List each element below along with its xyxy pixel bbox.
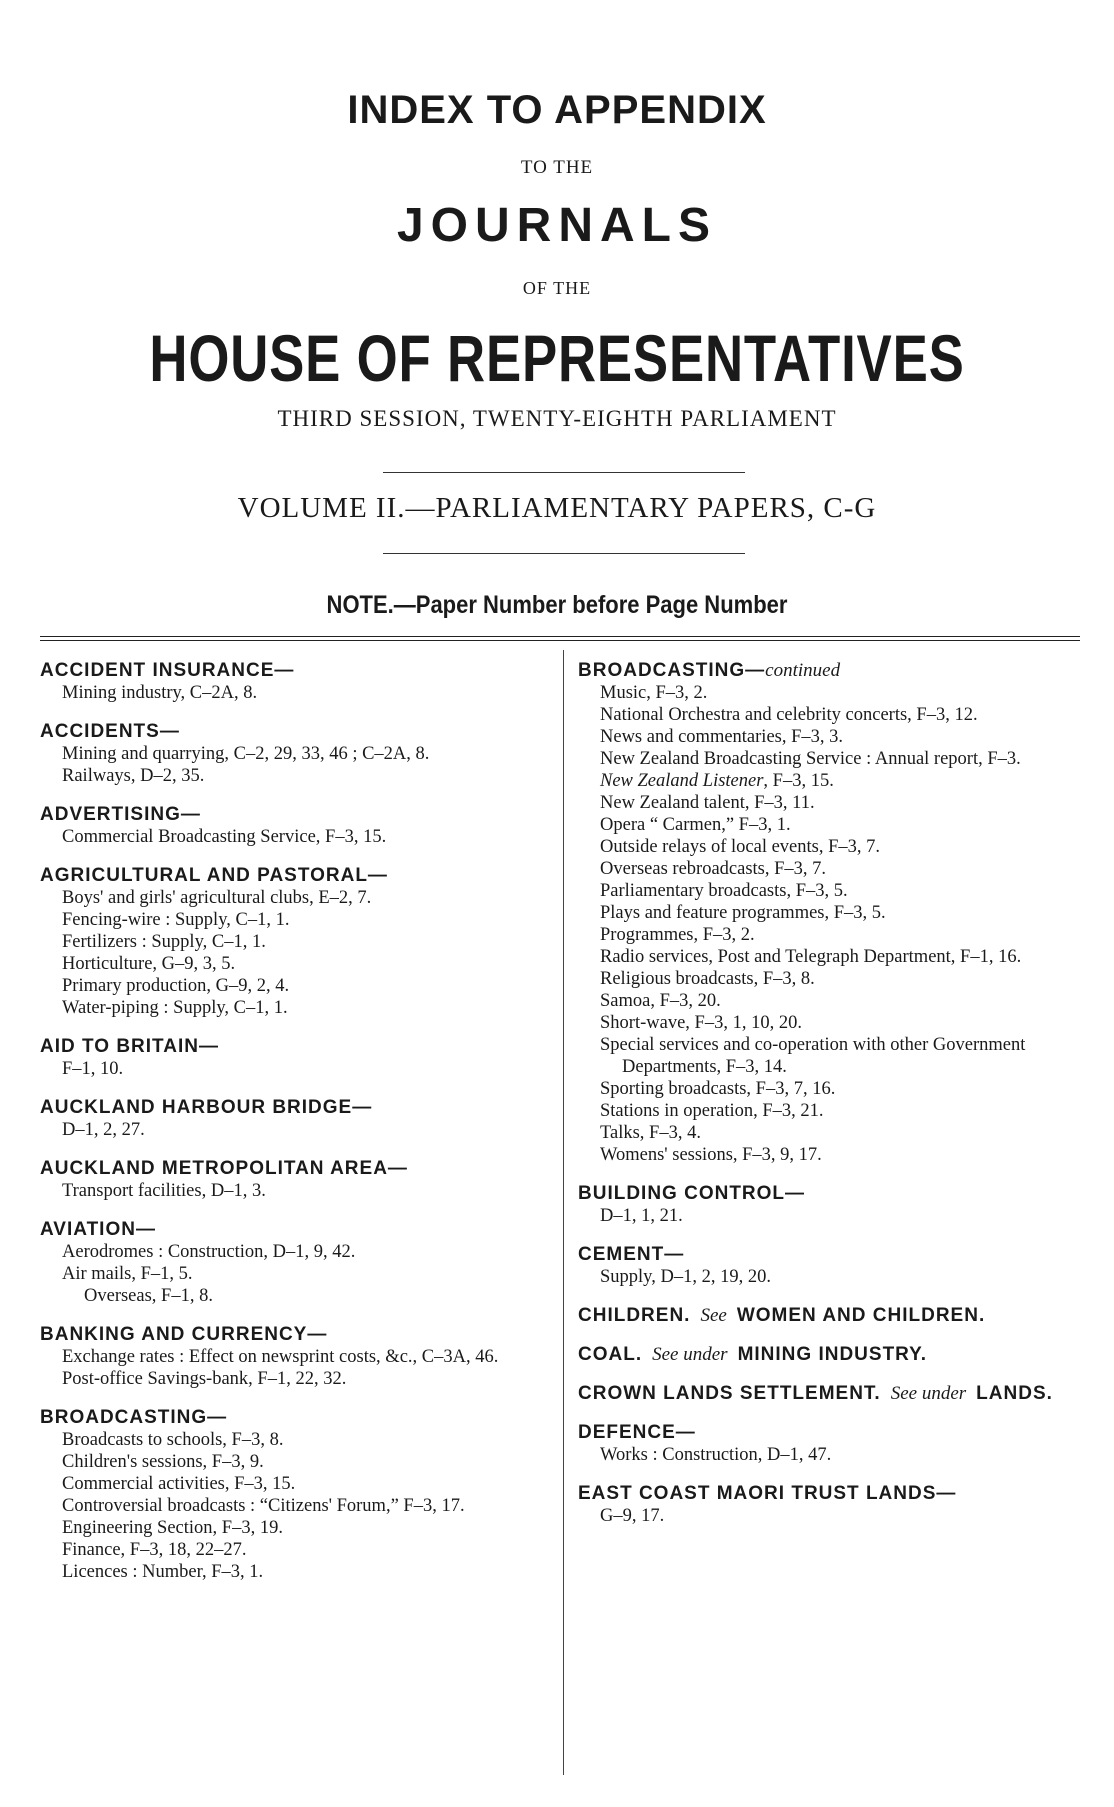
index-entry bbox=[40, 804, 550, 848]
sub-entry: Commercial activities, F–3, 15. bbox=[62, 1474, 296, 1494]
index-column-right bbox=[578, 660, 1083, 1544]
heading-term: AID TO BRITAIN— bbox=[40, 1036, 219, 1057]
sub-entry: National Orchestra and celebrity concerts, F–3, 12. bbox=[600, 705, 978, 725]
index-entry bbox=[578, 1383, 1083, 1405]
entry-heading bbox=[578, 660, 1083, 682]
heading-term: COAL. bbox=[578, 1344, 643, 1365]
heading-term: ACCIDENTS— bbox=[40, 721, 180, 742]
heading-term: DEFENCE— bbox=[578, 1422, 696, 1443]
sub-entry: Mining industry, C–2A, 8. bbox=[62, 683, 258, 703]
sub-entry: Controversial broadcasts : “Citizens' Forum,” F–3, 17. bbox=[62, 1496, 465, 1516]
heading-term: EAST COAST MAORI TRUST LANDS— bbox=[578, 1483, 957, 1504]
sub-entry-italic: New Zealand Listener bbox=[600, 771, 764, 791]
index-entry bbox=[578, 1483, 1083, 1527]
title-of-the: OF THE bbox=[522, 278, 592, 298]
sub-entry: Licences : Number, F–3, 1. bbox=[62, 1562, 264, 1582]
index-entry bbox=[578, 1344, 1083, 1366]
heading-term: ADVERTISING— bbox=[40, 804, 201, 825]
entry-heading bbox=[578, 1483, 1083, 1505]
sub-entry: Religious broadcasts, F–3, 8. bbox=[600, 969, 815, 989]
title-volume: VOLUME II.—PARLIAMENTARY PAPERS, C-G bbox=[237, 492, 877, 524]
heading-term: CHILDREN. bbox=[578, 1305, 691, 1326]
index-entry bbox=[40, 1158, 550, 1202]
divider-rule-lower bbox=[383, 553, 745, 554]
heading-term: AGRICULTURAL AND PASTORAL— bbox=[40, 865, 388, 886]
sub-entry: Programmes, F–3, 2. bbox=[600, 925, 755, 945]
sub-entry: Mining and quarrying, C–2, 29, 33, 46 ; C–2A, 8. bbox=[62, 744, 430, 764]
heading-term: BUILDING CONTROL— bbox=[578, 1183, 806, 1204]
sub-entry: G–9, 17. bbox=[600, 1506, 665, 1526]
index-entry bbox=[578, 1183, 1083, 1227]
see-reference: See bbox=[700, 1305, 727, 1326]
sub-entry: Finance, F–3, 18, 22–27. bbox=[62, 1540, 247, 1560]
heading-continued: continued bbox=[765, 660, 841, 681]
sub-entry: Air mails, F–1, 5. bbox=[62, 1264, 193, 1284]
sub-entry: Supply, D–1, 2, 19, 20. bbox=[600, 1267, 771, 1287]
sub-entry: Engineering Section, F–3, 19. bbox=[62, 1518, 283, 1538]
heading-term: CEMENT— bbox=[578, 1244, 685, 1265]
title-index-to-appendix: INDEX TO APPENDIX bbox=[347, 88, 767, 132]
sub-entry: Fencing-wire : Supply, C–1, 1. bbox=[62, 910, 290, 930]
sub-entry: Exchange rates : Effect on newsprint costs, &c., C–3A, 46. bbox=[62, 1347, 499, 1367]
note-line: NOTE.—Paper Number before Page Number bbox=[326, 591, 788, 619]
index-column-left bbox=[40, 660, 550, 1600]
sub-entry: Post-office Savings-bank, F–1, 22, 32. bbox=[62, 1369, 347, 1389]
sub-entry: Transport facilities, D–1, 3. bbox=[62, 1181, 266, 1201]
heading-term: ACCIDENT INSURANCE— bbox=[40, 660, 295, 681]
index-entry bbox=[578, 1422, 1083, 1466]
sub-entry: Primary production, G–9, 2, 4. bbox=[62, 976, 290, 996]
heading-term: AUCKLAND METROPOLITAN AREA— bbox=[40, 1158, 408, 1179]
column-divider bbox=[563, 650, 564, 1775]
entry-heading bbox=[40, 1158, 550, 1180]
title-session: THIRD SESSION, TWENTY-EIGHTH PARLIAMENT bbox=[277, 406, 837, 431]
sub-entry: D–1, 2, 27. bbox=[62, 1120, 145, 1140]
sub-entry: Aerodromes : Construction, D–1, 9, 42. bbox=[62, 1242, 356, 1262]
sub-entry: Overseas, F–1, 8. bbox=[84, 1286, 213, 1306]
sub-entry: F–1, 10. bbox=[62, 1059, 124, 1079]
entry-heading bbox=[40, 1036, 550, 1058]
index-entry bbox=[40, 1407, 550, 1583]
sub-entry: News and commentaries, F–3, 3. bbox=[600, 727, 844, 747]
entry-heading bbox=[40, 1097, 550, 1119]
entry-heading bbox=[40, 660, 550, 682]
heading-term: BROADCASTING— bbox=[578, 660, 766, 681]
sub-entry: Samoa, F–3, 20. bbox=[600, 991, 721, 1011]
sub-entry: Opera “ Carmen,” F–3, 1. bbox=[600, 815, 791, 835]
index-entry bbox=[40, 660, 550, 704]
entry-heading bbox=[578, 1344, 1083, 1366]
see-target: WOMEN AND CHILDREN. bbox=[736, 1305, 986, 1326]
sub-entry: Railways, D–2, 35. bbox=[62, 766, 205, 786]
see-reference: See under bbox=[890, 1383, 967, 1404]
sub-entry: Works : Construction, D–1, 47. bbox=[600, 1445, 832, 1465]
index-entry bbox=[40, 865, 550, 1019]
entry-heading bbox=[578, 1183, 1083, 1205]
divider-rule-upper bbox=[383, 472, 745, 473]
entry-heading bbox=[40, 804, 550, 826]
see-target: LANDS. bbox=[976, 1383, 1053, 1404]
entry-heading bbox=[40, 1324, 550, 1346]
heading-term: BANKING AND CURRENCY— bbox=[40, 1324, 328, 1345]
sub-entry: Talks, F–3, 4. bbox=[600, 1123, 701, 1143]
sub-entry: Radio services, Post and Telegraph Department, F–1, 16. bbox=[600, 947, 1022, 967]
sub-entry: Short-wave, F–3, 1, 10, 20. bbox=[600, 1013, 802, 1033]
see-reference: See under bbox=[652, 1344, 728, 1365]
title-to-the: TO THE bbox=[520, 157, 594, 178]
index-entry bbox=[40, 1036, 550, 1080]
sub-entry: Boys' and girls' agricultural clubs, E–2, 7. bbox=[62, 888, 372, 908]
sub-entry: Overseas rebroadcasts, F–3, 7. bbox=[600, 859, 827, 879]
sub-entry bbox=[578, 770, 1083, 792]
entry-heading bbox=[578, 1244, 1083, 1266]
sub-entry: Horticulture, G–9, 3, 5. bbox=[62, 954, 236, 974]
heading-term: BROADCASTING— bbox=[40, 1407, 228, 1428]
entry-heading bbox=[40, 721, 550, 743]
sub-entry: Water-piping : Supply, C–1, 1. bbox=[62, 998, 288, 1018]
entry-heading bbox=[578, 1383, 1083, 1405]
sub-entry: D–1, 1, 21. bbox=[600, 1206, 683, 1226]
sub-entry: Fertilizers : Supply, C–1, 1. bbox=[62, 932, 266, 952]
see-target: MINING INDUSTRY. bbox=[737, 1344, 928, 1365]
sub-entry: Sporting broadcasts, F–3, 7, 16. bbox=[600, 1079, 836, 1099]
entry-heading bbox=[40, 865, 550, 887]
sub-entry: New Zealand Broadcasting Service : Annual report, F–3. bbox=[600, 749, 1021, 769]
sub-entry: Special services and co-operation with other Government Departments, F–3, 14. bbox=[600, 1035, 1026, 1077]
sub-entry: Stations in operation, F–3, 21. bbox=[600, 1101, 824, 1121]
sub-entry: Children's sessions, F–3, 9. bbox=[62, 1452, 264, 1472]
sub-entry: Plays and feature programmes, F–3, 5. bbox=[600, 903, 886, 923]
index-entry bbox=[40, 721, 550, 787]
entry-heading bbox=[578, 1305, 1083, 1327]
heading-term: AUCKLAND HARBOUR BRIDGE— bbox=[40, 1097, 373, 1118]
index-entry bbox=[578, 660, 1083, 1166]
entry-heading bbox=[40, 1407, 550, 1429]
heading-term: AVIATION— bbox=[40, 1219, 156, 1240]
index-entry bbox=[40, 1324, 550, 1390]
sub-entry: Broadcasts to schools, F–3, 8. bbox=[62, 1430, 284, 1450]
entry-heading bbox=[578, 1422, 1083, 1444]
sub-entry-rest: , F–3, 15. bbox=[763, 771, 834, 791]
sub-entry: Outside relays of local events, F–3, 7. bbox=[600, 837, 881, 857]
index-entry bbox=[578, 1305, 1083, 1327]
heading-term: CROWN LANDS SETTLEMENT. bbox=[578, 1383, 881, 1404]
title-house-of-representatives: HOUSE OF REPRESENTATIVES bbox=[149, 321, 965, 395]
sub-entry: Music, F–3, 2. bbox=[600, 683, 708, 703]
sub-entry: Commercial Broadcasting Service, F–3, 15. bbox=[62, 827, 387, 847]
index-entry bbox=[40, 1219, 550, 1307]
sub-entry: Parliamentary broadcasts, F–3, 5. bbox=[600, 881, 848, 901]
double-rule bbox=[40, 636, 1080, 641]
sub-entry: New Zealand talent, F–3, 11. bbox=[600, 793, 815, 813]
entry-heading bbox=[40, 1219, 550, 1241]
index-entry bbox=[40, 1097, 550, 1141]
sub-entry: Womens' sessions, F–3, 9, 17. bbox=[600, 1145, 822, 1165]
title-journals: JOURNALS bbox=[396, 199, 718, 252]
index-entry bbox=[578, 1244, 1083, 1288]
